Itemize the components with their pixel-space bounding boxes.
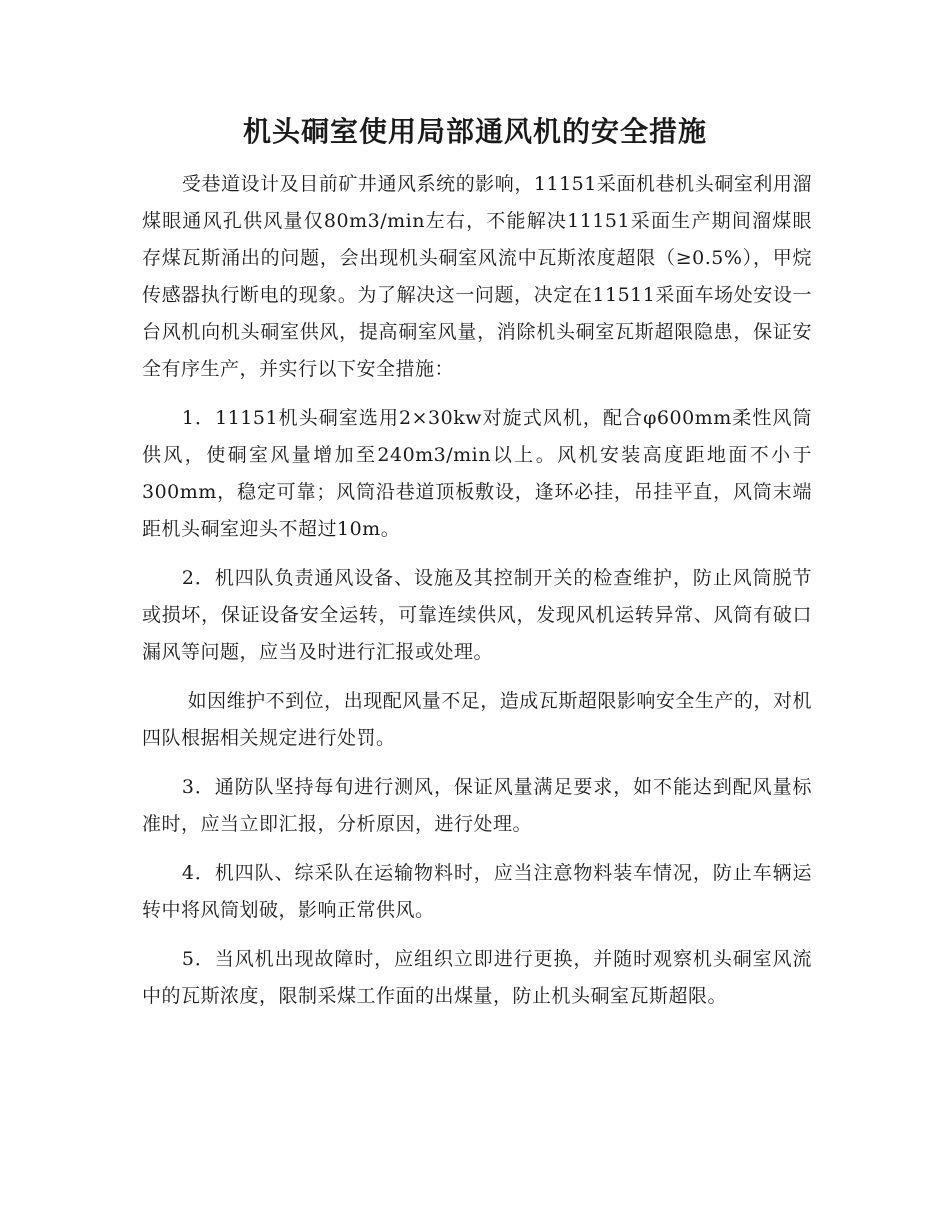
intro-paragraph: 受巷道设计及目前矿井通风系统的影响，11151采面机巷机头硐室利用溜煤眼通风孔供风量仅80m3/min左右，不能解决11151采面生产期间溜煤眼存煤瓦斯涌出的问题，会出现机头硐室风流中瓦斯浓度超限（≥0.5%），甲烷传感器执行断电的现象。为了解决这一问题，决定在11511采面车场处安设一台风机向机头硐室供风，提高硐室风量，消除机头硐室瓦斯超限隐患，保证安全有序生产，并实行以下安全措施： (142, 173, 812, 380)
measure-5-paragraph: 5．当风机出现故障时，应组织立即进行更换，并随时观察机头硐室风流中的瓦斯浓度，限制采煤工作面的出煤量，防止机头硐室瓦斯超限。 (142, 948, 812, 1007)
document-body (142, 166, 812, 1015)
measure-1-paragraph: 1．11151机头硐室选用2×30kw对旋式风机，配合φ600mm柔性风筒供风，使硐室风量增加至240m3/min以上。风机安装高度距地面不小于300mm，稳定可靠；风筒沿巷道顶板敷设，逢环必挂，吊挂平直，风筒末端距机头硐室迎头不超过10m。 (142, 407, 812, 540)
measure-4-paragraph: 4．机四队、综采队在运输物料时，应当注意物料装车情况，防止车辆运转中将风筒划破，影响正常供风。 (142, 862, 812, 921)
measure-3-paragraph: 3．通防队坚持每旬进行测风，保证风量满足要求，如不能达到配风量标准时，应当立即汇报，分析原因，进行处理。 (142, 776, 812, 835)
penalty-paragraph: 如因维护不到位，出现配风量不足，造成瓦斯超限影响安全生产的，对机四队根据相关规定进行处罚。 (142, 690, 812, 749)
document-title: 机头硐室使用局部通风机的安全措施 (242, 115, 707, 148)
measure-2-paragraph: 2．机四队负责通风设备、设施及其控制开关的检查维护，防止风筒脱节或损坏，保证设备安全运转，可靠连续供风，发现风机运转异常、风筒有破口漏风等问题，应当及时进行汇报或处理。 (142, 567, 812, 663)
